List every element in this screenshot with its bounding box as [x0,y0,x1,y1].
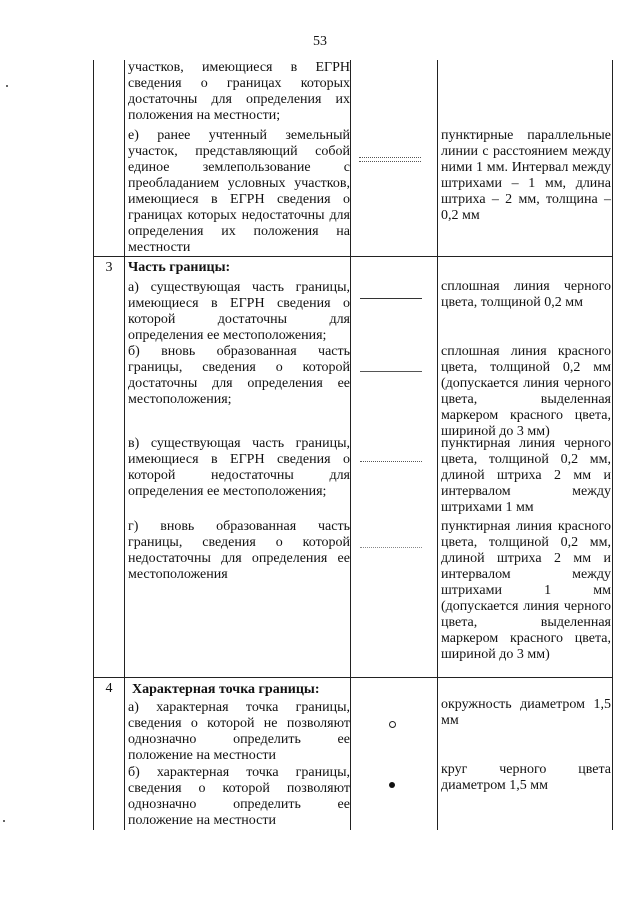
dashed-red-line-symbol [360,547,422,548]
row4-item-b-spec: круг черного цвета диаметром 1,5 мм [441,762,611,793]
row-number-4: 4 [105,681,113,696]
solid-red-line-symbol [360,371,422,372]
item-e-description: е) ранее учтенный земельный участок, представляющий собой единое землепользование с преобладанием условных участков, имеющиеся в ЕГРН сведения о границах которых недостаточны для определения их положения на местности [128,128,350,255]
row-divider-3 [93,256,613,257]
row3-item-d-spec: пунктирная линия красного цвета, толщиной 0,2 мм, длиной штриха 2 мм и интервалом между штрихами 1 мм (допускается линия черного цвета, выделенная маркером красного цвета, шириной до 3 мм) [441,519,611,662]
item-e-spec: пунктирные параллельные линии с расстоянием между ними 1 мм. Интервал между штрихами – 1 мм, длина штриха – 2 мм, толщина – 0,2 мм [441,128,611,223]
row3-item-c-description: в) существующая часть границы, имеющиеся в ЕГРН сведения о которой недостаточны для определения ее местоположения; [128,436,350,499]
parallel-dashed-line-upper [359,157,421,158]
row4-header: Характерная точка границы: [132,682,320,697]
column-divider-number [124,60,125,830]
dashed-black-line-symbol [360,461,422,462]
page-number: 53 [313,34,327,49]
row4-item-b-description: б) характерная точка границы, сведения о которой позволяют однозначно определить ее положение на местности [128,765,350,828]
column-divider-spec [437,60,438,830]
scan-speck [6,85,8,87]
parallel-dashed-line-lower [359,161,421,162]
scan-speck [3,820,5,822]
row3-item-c-spec: пунктирная линия черного цвета, толщиной 0,2 мм, длиной штриха 2 мм и интервалом между штрихами 1 мм [441,436,611,515]
row4-item-a-spec: окружность диаметром 1,5 мм [441,697,611,728]
row3-item-a-description: а) существующая часть границы, имеющиеся в ЕГРН сведения о которой достаточны для определения ее местоположения; [128,280,350,343]
table-border-right [612,60,613,830]
row4-item-a-description: а) характерная точка границы, сведения о которой не позволяют однозначно определить ее положение на местности [128,700,350,763]
filled-point-symbol [389,782,395,788]
circle-point-symbol [389,721,396,728]
row3-item-d-description: г) вновь образованная часть границы, сведения о которой недостаточны для определения ее местоположения [128,519,350,582]
column-divider-symbol [350,60,351,830]
row-divider-4 [93,677,613,678]
row-number-3: 3 [105,260,113,275]
row3-item-b-description: б) вновь образованная часть границы, сведения о которой достаточны для определения ее местоположения; [128,344,350,407]
row3-header: Часть границы: [128,260,231,275]
row3-item-a-spec: сплошная линия черного цвета, толщиной 0,2 мм [441,279,611,310]
continued-description: участков, имеющиеся в ЕГРН сведения о границах которых достаточны для определения их положения на местности; [128,60,350,123]
row3-item-b-spec: сплошная линия красного цвета, толщиной 0,2 мм (допускается линия черного цвета, выделенная маркером красного цвета, шириной до 3 мм) [441,344,611,439]
solid-black-line-symbol [360,298,422,299]
table-border-left [93,60,94,830]
